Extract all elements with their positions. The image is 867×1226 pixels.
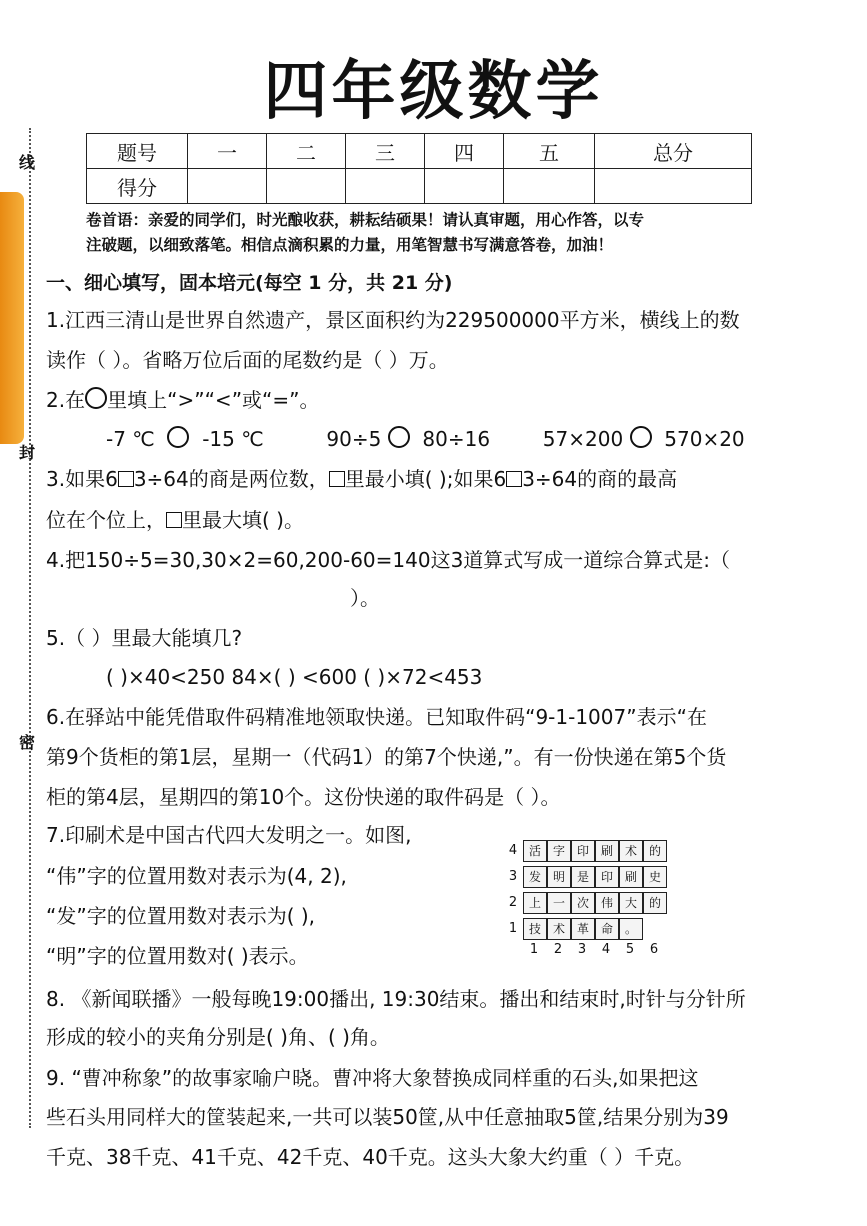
q5-line: 5.（ ）里最大能填几? xyxy=(46,626,243,650)
binding-char-xian: 线 xyxy=(19,153,36,172)
square-icon xyxy=(118,471,134,487)
score-row-label: 得分 xyxy=(87,169,188,204)
grid-cell: 。 xyxy=(619,918,643,940)
grid-cell: 字 xyxy=(547,840,571,862)
grid-cell: 活 xyxy=(523,840,547,862)
grid-cell: 次 xyxy=(571,892,595,914)
compare-circle[interactable] xyxy=(167,426,189,448)
q2-b1: 90÷5 xyxy=(326,427,382,451)
q3-text: 位在个位上， xyxy=(46,508,166,532)
grid-col-number: 1 xyxy=(529,942,539,957)
binding-char-feng: 封 xyxy=(19,443,36,462)
q3-text: 3.如果6 xyxy=(46,467,118,491)
q2-prefix: 2.在 xyxy=(46,388,86,412)
binding-char-mi: 密 xyxy=(19,733,36,752)
compare-circle[interactable] xyxy=(630,426,652,448)
square-icon xyxy=(166,512,182,528)
score-cell-2[interactable] xyxy=(267,169,346,204)
q4-line: ）。 xyxy=(350,586,380,610)
q6-line: 柜的第4层，星期四的第10个。这份快递的取件码是（ ）。 xyxy=(46,785,561,809)
q2-items xyxy=(106,424,745,454)
grid-cell: 是 xyxy=(571,866,595,888)
q2-a2: -15 ℃ xyxy=(202,427,264,451)
grid-cell: 术 xyxy=(619,840,643,862)
preface-line: 卷首语：亲爱的同学们，时光酿收获，耕耘结硕果！请认真审题，用心作答，以专 xyxy=(86,211,645,229)
square-icon xyxy=(506,471,522,487)
q9-line: 9. “曹冲称象”的故事家喻户晓。曹冲将大象替换成同样重的石头,如果把这 xyxy=(46,1066,699,1090)
q3-line xyxy=(46,505,304,535)
q2-c2: 570×20 xyxy=(664,427,745,451)
grid-cell: 大 xyxy=(619,892,643,914)
preface xyxy=(86,208,786,258)
score-cell-total[interactable] xyxy=(595,169,752,204)
q4-line: 4.把150÷5=30,30×2=60,200-60=140这3道算式写成一道综合算式是:（ xyxy=(46,548,731,572)
grid-cell: 史 xyxy=(643,866,667,888)
q2-suffix: 里填上“>”“<”或“=”。 xyxy=(107,388,320,412)
grid-cell: 的 xyxy=(643,892,667,914)
grid-cell: 革 xyxy=(571,918,595,940)
grid-col-number: 4 xyxy=(601,942,611,957)
q7-line: “发”字的位置用数对表示为( ), xyxy=(46,904,316,928)
q1-line: 读作（ ）。省略万位后面的尾数约是（ ）万。 xyxy=(46,348,449,372)
q2-b2: 80÷16 xyxy=(422,427,491,451)
grid-cell: 一 xyxy=(547,892,571,914)
q3-text: 3÷64的商是两位数， xyxy=(133,467,329,491)
q2-c1: 57×200 xyxy=(542,427,624,451)
circle-icon xyxy=(85,387,107,409)
grid-col-number: 5 xyxy=(625,942,635,957)
q3-text: 里最大填( )。 xyxy=(182,508,304,532)
score-header-3: 三 xyxy=(346,134,425,169)
q7-line: “伟”字的位置用数对表示为(4, 2), xyxy=(46,864,347,888)
grid-cell: 技 xyxy=(523,918,547,940)
grid-col-number: 3 xyxy=(577,942,587,957)
grid-cell: 上 xyxy=(523,892,547,914)
q2-line xyxy=(46,385,320,415)
q1-line: 1.江西三清山是世界自然遗产，景区面积约为229500000平方米，横线上的数 xyxy=(46,308,740,332)
q2-a1: -7 ℃ xyxy=(106,427,155,451)
grid-row-number: 4 xyxy=(508,843,518,858)
grid-cell: 明 xyxy=(547,866,571,888)
grid-cell: 刷 xyxy=(595,840,619,862)
score-cell-5[interactable] xyxy=(504,169,595,204)
grid-col-number: 6 xyxy=(649,942,659,957)
score-cell-3[interactable] xyxy=(346,169,425,204)
preface-line: 注破题，以细致落笔。相信点滴积累的力量，用笔智慧书写满意答卷，加油！ xyxy=(86,236,614,254)
q3-text: 3÷64的商的最高 xyxy=(522,467,678,491)
grid-cell: 刷 xyxy=(619,866,643,888)
score-header-1: 一 xyxy=(188,134,267,169)
grid-row-number: 1 xyxy=(508,921,518,936)
score-header-5: 五 xyxy=(504,134,595,169)
grid-row-number: 3 xyxy=(508,869,518,884)
score-header-4: 四 xyxy=(425,134,504,169)
score-header-label: 题号 xyxy=(87,134,188,169)
grid-cell: 印 xyxy=(571,840,595,862)
q6-line: 第9个货柜的第1层，星期一（代码1）的第7个快递,”。有一份快递在第5个货 xyxy=(46,745,727,769)
grid-cell: 伟 xyxy=(595,892,619,914)
score-table xyxy=(86,133,752,204)
grid-cell: 印 xyxy=(595,866,619,888)
q8-line: 形成的较小的夹角分别是( )角、( )角。 xyxy=(46,1025,390,1049)
grid-row-number: 2 xyxy=(508,895,518,910)
q5-items: ( )×40<250 84×( ) <600 ( )×72<453 xyxy=(106,665,483,689)
score-cell-1[interactable] xyxy=(188,169,267,204)
q7-line: “明”字的位置用数对( )表示。 xyxy=(46,944,309,968)
grid-cell: 命 xyxy=(595,918,619,940)
compare-circle[interactable] xyxy=(388,426,410,448)
section-heading: 一、细心填写，固本培元(每空 1 分，共 21 分) xyxy=(46,272,453,294)
grid-cell: 的 xyxy=(643,840,667,862)
q3-line xyxy=(46,464,677,494)
score-cell-4[interactable] xyxy=(425,169,504,204)
grid-cell: 发 xyxy=(523,866,547,888)
grid-cell: 术 xyxy=(547,918,571,940)
q3-text: 里最小填( );如果6 xyxy=(344,467,507,491)
q8-line: 8. 《新闻联播》一般每晚19:00播出, 19:30结束。播出和结束时,时针与分针所 xyxy=(46,987,746,1011)
q7-line: 7.印刷术是中国古代四大发明之一。如图, xyxy=(46,823,412,847)
score-header-total: 总分 xyxy=(595,134,752,169)
grid-col-number: 2 xyxy=(553,942,563,957)
q6-line: 6.在驿站中能凭借取件码精准地领取快递。已知取件码“9-1-1007”表示“在 xyxy=(46,705,707,729)
binding-line xyxy=(29,128,31,1128)
q9-line: 千克、38千克、41千克、42千克、40千克。这头大象大约重（ ）千克。 xyxy=(46,1145,695,1169)
page-title: 四年级数学 xyxy=(263,55,604,129)
score-header-2: 二 xyxy=(267,134,346,169)
square-icon xyxy=(329,471,345,487)
binding-tab xyxy=(0,192,24,444)
q9-line: 些石头用同样大的筐装起来,一共可以装50筐,从中任意抽取5筐,结果分别为39 xyxy=(46,1105,729,1129)
